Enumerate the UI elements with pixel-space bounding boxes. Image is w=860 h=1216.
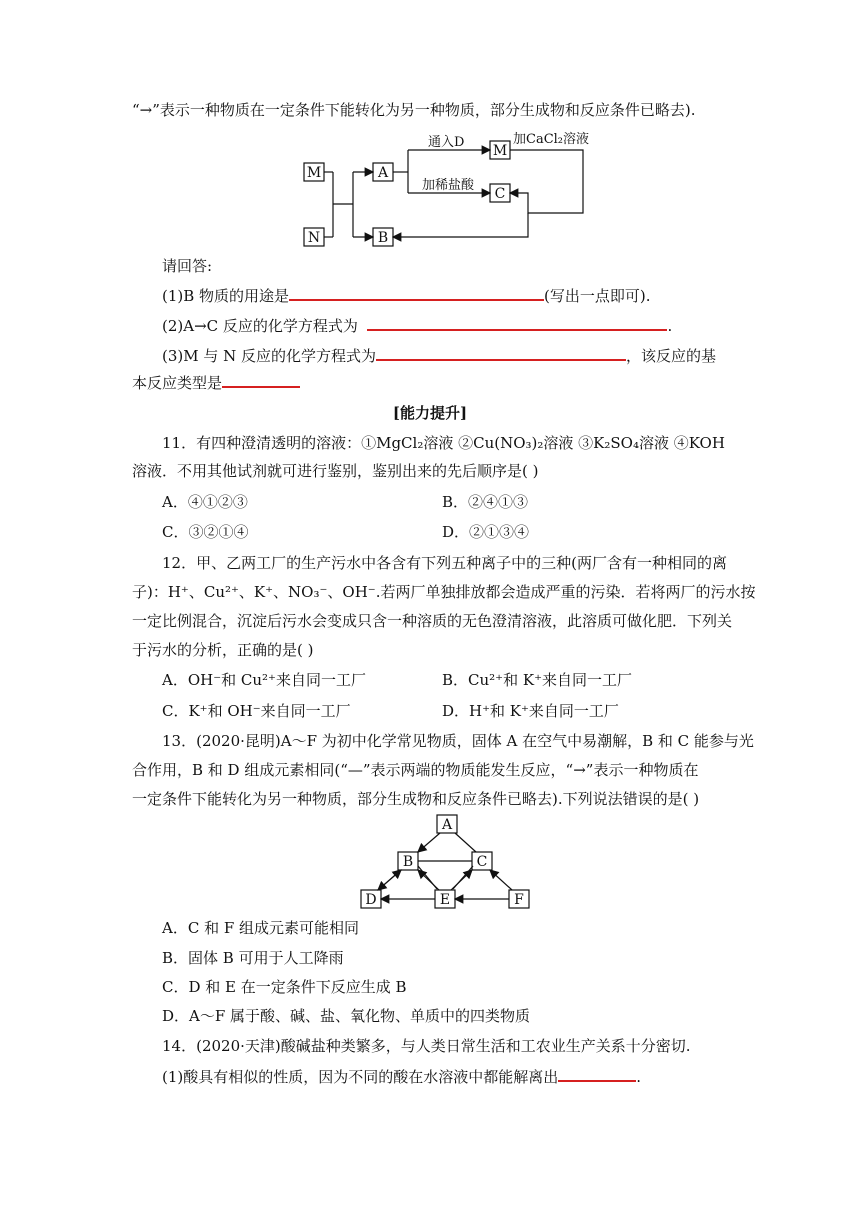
node2-a-label: A: [441, 817, 453, 833]
q10-part1: [162, 285, 651, 306]
node2-e-label: E: [439, 892, 451, 908]
answer-blank-3[interactable]: [376, 345, 626, 361]
reaction-diagram-2: [0, 812, 860, 912]
q11-option-a[interactable]: A．④①②③: [162, 493, 248, 511]
q10-part2-text: (2)A→C 反应的化学方程式为: [162, 317, 358, 335]
q11-line2: 溶液．不用其他试剂就可进行鉴别，鉴别出来的先后顺序是( ): [132, 462, 539, 480]
q11-option-d[interactable]: D．②①③④: [442, 523, 530, 541]
q12-option-b[interactable]: B．Cu²⁺和 K⁺来自同一工厂: [442, 671, 632, 689]
q10-part1-tail: (写出一点即可).: [544, 287, 651, 305]
answer-blank-4[interactable]: [222, 372, 300, 388]
node-m-right-label: M: [492, 143, 508, 159]
node-a-label: A: [377, 165, 389, 181]
q12-option-d[interactable]: D．H⁺和 K⁺来自同一工厂: [442, 702, 619, 720]
q13-line3: 一定条件下能转化为另一种物质，部分生成物和反应条件已略去).下列说法错误的是( ): [132, 790, 700, 808]
q13-option-c[interactable]: C．D 和 E 在一定条件下反应生成 B: [162, 978, 407, 996]
node-m-left-label: M: [306, 165, 322, 181]
q10-part3-cont-text: 本反应类型是: [132, 374, 223, 392]
answer-blank-1[interactable]: [289, 285, 544, 301]
q10-part1-text: (1)B 物质的用途是: [162, 287, 290, 305]
node2-b-label: B: [402, 854, 414, 870]
node-c-label: C: [494, 186, 506, 202]
q10-part2-tail: .: [667, 317, 673, 335]
node-b-label: B: [377, 230, 389, 246]
q12-line3: 一定比例混合，沉淀后污水会变成只含一种溶质的无色澄清溶液，此溶质可做化肥．下列关: [132, 612, 733, 630]
answer-blank-2[interactable]: [367, 315, 667, 331]
section-title: [能力提升]: [392, 404, 468, 422]
q12-line1: 12．甲、乙两工厂的生产污水中各含有下列五种离子中的三种(两厂含有一种相同的离: [162, 554, 727, 572]
q12-line2: 子)：H⁺、Cu²⁺、K⁺、NO₃⁻、OH⁻.若两厂单独排放都会造成严重的污染．若将两厂的污水按: [132, 583, 756, 601]
label-add-cacl2: 加CaCl₂溶液: [513, 132, 590, 147]
node2-d-label: D: [365, 892, 377, 908]
q12-option-c[interactable]: C．K⁺和 OH⁻来自同一工厂: [162, 702, 351, 720]
node2-c-label: C: [476, 854, 488, 870]
node2-f-label: F: [514, 892, 524, 908]
q10-part2: [162, 315, 672, 336]
q13-line1: 13．(2020·昆明)A～F 为初中化学常见物质，固体 A 在空气中易潮解，B 和 C 能参与光: [162, 732, 754, 750]
q10-part3-text: (3)M 与 N 反应的化学方程式为: [162, 347, 377, 365]
q11-option-b[interactable]: B．②④①③: [442, 493, 529, 511]
reaction-diagram-1: [0, 120, 860, 380]
q14-part1-tail: .: [636, 1068, 642, 1086]
q14-line1: 14．(2020·天津)酸碱盐种类繁多，与人类日常生活和工农业生产关系十分密切.: [162, 1037, 691, 1055]
q10-part3-cont: [132, 372, 300, 393]
q10-prompt: 请回答:: [162, 257, 213, 275]
node-n-label: N: [307, 230, 321, 246]
answer-blank-5[interactable]: [558, 1066, 636, 1082]
q10-part3: [162, 345, 716, 366]
q13-line2: 合作用，B 和 D 组成元素相同(“—”表示两端的物质能发生反应，“→”表示一种物质在: [132, 761, 699, 779]
q13-option-a[interactable]: A．C 和 F 组成元素可能相同: [162, 919, 360, 937]
intro-text: “→”表示一种物质在一定条件下能转化为另一种物质，部分生成物和反应条件已略去).: [132, 101, 696, 119]
q14-part1-text: (1)酸具有相似的性质，因为不同的酸在水溶液中都能解离出: [162, 1068, 559, 1086]
q12-line4: 于污水的分析，正确的是( ): [132, 641, 314, 659]
label-pass-d: 通入D: [428, 135, 465, 150]
q10-part3-tail: ，该反应的基: [626, 347, 717, 365]
q14-part1: [162, 1066, 641, 1087]
q12-option-a[interactable]: A．OH⁻和 Cu²⁺来自同一工厂: [162, 671, 366, 689]
q11-option-c[interactable]: C．③②①④: [162, 523, 249, 541]
q11-line1: 11．有四种澄清透明的溶液：①MgCl₂溶液 ②Cu(NO₃)₂溶液 ③K₂SO₄溶液 ④KOH: [162, 434, 725, 452]
q13-option-d[interactable]: D．A～F 属于酸、碱、盐、氧化物、单质中的四类物质: [162, 1007, 531, 1025]
label-add-hcl: 加稀盐酸: [422, 178, 475, 193]
q13-option-b[interactable]: B．固体 B 可用于人工降雨: [162, 949, 344, 967]
